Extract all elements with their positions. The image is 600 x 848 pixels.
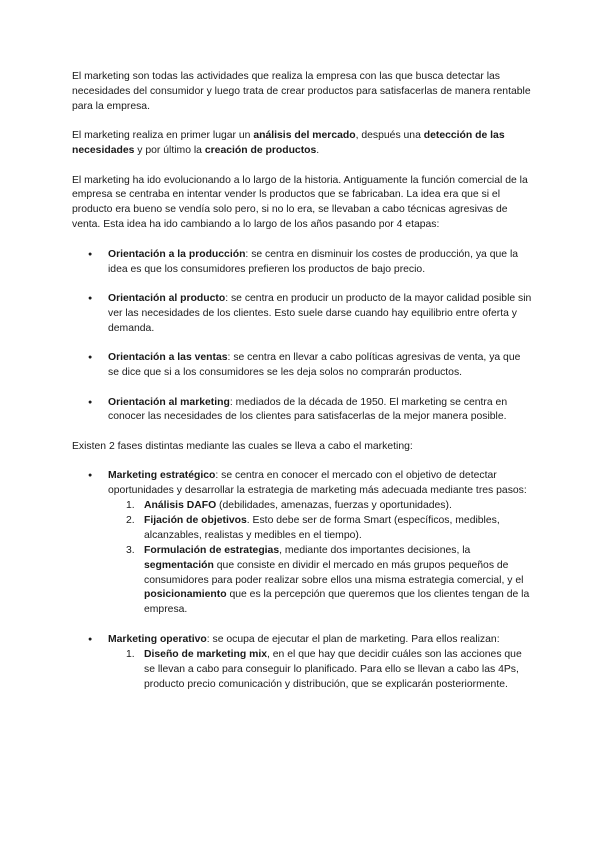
bold-term: análisis del mercado: [253, 130, 356, 142]
intro-paragraph: El marketing son todas las actividades que realiza la empresa con las que busca detectar las necesidades del consumidor y luego trata de crear productos para satisfacerlas de manera rentable para la empresa.: [72, 71, 531, 112]
list-item: [72, 351, 534, 381]
list-item: [108, 648, 534, 693]
bold-term: Orientación a las ventas: [108, 352, 228, 364]
bold-term: posicionamiento: [144, 589, 227, 601]
bold-term: Orientación al marketing: [108, 396, 230, 408]
bold-term: segmentación: [144, 559, 214, 571]
list-item: [72, 469, 534, 618]
text-span: : mediados de la década de 1950. El marketing se centra en conocer las necesidades de los clientes para satisfacerlas de la mejor manera posible.: [108, 396, 508, 423]
text-span: : se centra en conocer el mercado con el objetivo de detectar oportunidades y desarrollar la estrategia de marketing más adecuada mediante tres pasos:: [108, 470, 527, 497]
bold-term: Marketing operativo: [108, 633, 207, 645]
text-span: que es la percepción que queremos que los clientes tengan de la empresa.: [144, 589, 530, 616]
text-span: , mediante dos importantes decisiones, la: [279, 544, 471, 556]
list-item: [108, 514, 534, 544]
phases-list: [72, 469, 534, 692]
list-item: [72, 396, 534, 426]
list-item: [108, 499, 534, 514]
text-span: (debilidades, amenazas, fuerzas y oportunidades).: [216, 500, 452, 512]
list-number: 1.: [126, 500, 135, 512]
document-body: [72, 70, 534, 692]
stages-list: [72, 248, 534, 426]
text-span: , en el que hay que decidir cuáles son las acciones que se llevan a cabo para conseguir lo planificado. Para ello se llevan a cabo las 4Ps, producto precio comunicación y distribución, que se explicarán posteriormente.: [144, 648, 522, 690]
bold-term: Orientación a la producción: [108, 248, 246, 260]
list-number: 2.: [126, 514, 135, 526]
text-span: : se centra en llevar a cabo políticas agresivas de venta, ya que se dice que si a los consumidores se les deja solos no comprarán productos.: [108, 352, 521, 379]
text-span: y por último la: [134, 145, 205, 157]
list-item: [72, 633, 534, 693]
text-span: .: [316, 145, 320, 157]
text-span: : se ocupa de ejecutar el plan de marketing. Para ellos realizan:: [206, 633, 500, 645]
strategic-steps-list: [108, 499, 534, 618]
text-span: . Esto debe ser de forma Smart (específicos, medibles, alcanzables, realistas y medibles en el tiempo).: [144, 514, 500, 541]
list-item: [72, 248, 534, 278]
list-item: [108, 544, 534, 619]
bold-term: Fijación de objetivos: [144, 514, 247, 526]
bold-term: Orientación al producto: [108, 292, 226, 304]
list-number: 1.: [126, 648, 135, 660]
bold-term: Formulación de estrategias: [144, 544, 280, 556]
text-span: : se centra en producir un producto de la mayor calidad posible sin ver las necesidades de los clientes. Esto suele darse cuando hay equilibrio entre oferta y demanda.: [108, 292, 532, 334]
phases-paragraph: Existen 2 fases distintas mediante las cuales se lleva a cabo el marketing:: [72, 440, 413, 452]
bold-term: Análisis DAFO: [144, 500, 217, 512]
bold-term: Diseño de marketing mix: [144, 648, 267, 660]
text-span: : se centra en disminuir los costes de producción, ya que la idea es que los consumidores prefieren los productos de bajo precio.: [108, 248, 519, 275]
bold-term: Marketing estratégico: [108, 470, 216, 482]
text-span: El marketing realiza en primer lugar un: [72, 130, 254, 142]
bold-term: creación de productos: [204, 145, 317, 157]
text-span: que consiste en dividir el mercado en más grupos pequeños de consumidores para poder realizar sobre ellos una misma estrategia comercial, y el: [144, 559, 524, 586]
text-span: , después una: [355, 130, 424, 142]
process-paragraph: [72, 129, 534, 159]
bold-term: detección de las necesidades: [72, 130, 505, 157]
history-paragraph: El marketing ha ido evolucionando a lo largo de la historia. Antiguamente la función comercial de la empresa se centraba en intentar vender ls productos que se fabricaban. La idea era que si el producto era bueno se vendía solo pero, si no lo era, se llevaban a cabo técnicas agresivas de venta. Esta idea ha ido cambiando a lo largo de los años pasando por 4 etapas:: [72, 174, 528, 231]
list-item: [72, 292, 534, 337]
operative-steps-list: [108, 648, 534, 693]
list-number: 3.: [126, 544, 135, 556]
